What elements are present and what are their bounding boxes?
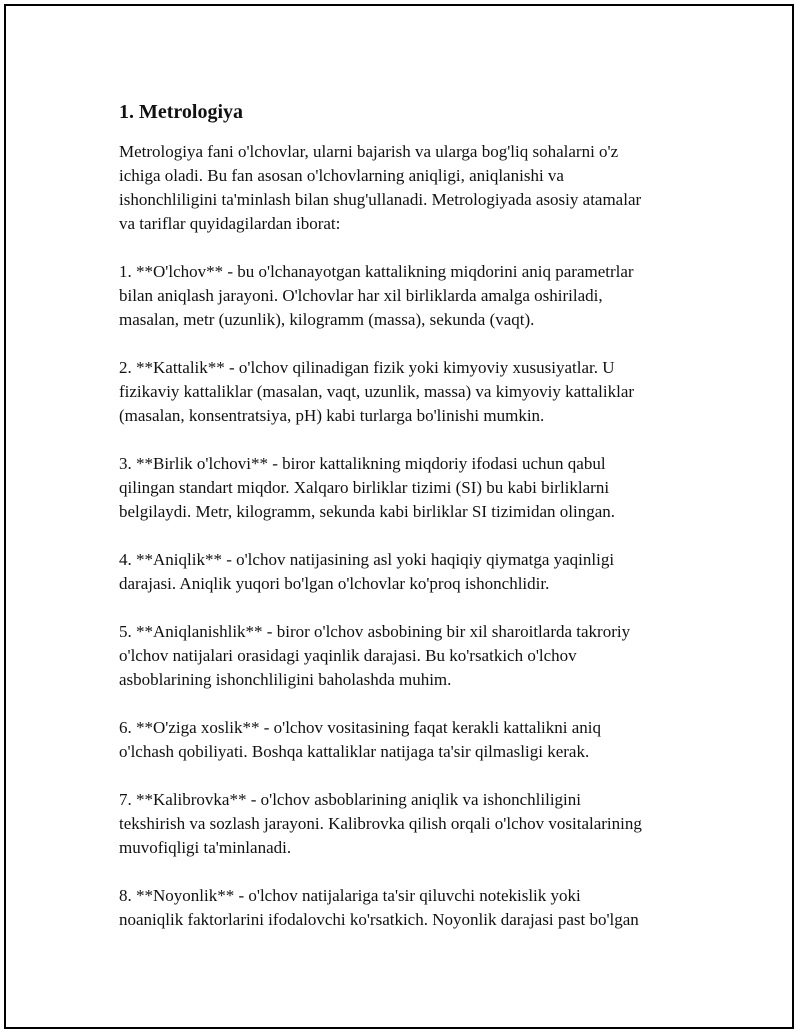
list-item-noyonlik: 8. **Noyonlik** - o'lchov natijalariga ta'sir qiluvchi notekislik yoki noaniqlik faktorlarini ifodalovchi ko'rsatkich. Noyonlik darajasi past bo'lgan [119,886,639,929]
list-item-olchov: 1. **O'lchov** - bu o'lchanayotgan kattalikning miqdorini aniq parametrlar bilan aniqlash jarayoni. O'lchovlar har xil birliklarda amalga oshiriladi, masalan, metr (uzunlik), kilogramm (massa), sekunda (vaqt). [119,262,634,329]
section-heading: 1. Metrologiya [119,101,244,123]
list-item-kattalik: 2. **Kattalik** - o'lchov qilinadigan fizik yoki kimyoviy xususiyatlar. U fizikaviy kattaliklar (masalan, vaqt, uzunlik, massa) va kimyoviy kattaliklar (masalan, konsentratsiya, pH) kabi turlarga bo'linishi mumkin. [119,358,635,425]
list-item-aniqlanishlik: 5. **Aniqlanishlik** - biror o'lchov asbobining bir xil sharoitlarda takroriy o'lchov natijalari orasidagi yaqinlik darajasi. Bu ko'rsatkich o'lchov asboblarining ishonchliligini baholashda muhim. [119,622,631,689]
document-page [4,4,794,1029]
intro-paragraph: Metrologiya fani o'lchovlar, ularni bajarish va ularga bog'liq sohalarni o'z ichiga oladi. Bu fan asosan o'lchovlarning aniqligi, aniqlanishi va ishonchliligini ta'minlash bilan shug'ullanadi. Metrologiyada asosiy atamalar va tariflar quyidagilardan iborat: [119,142,642,233]
list-item-oziga-xoslik: 6. **O'ziga xoslik** - o'lchov vositasining faqat kerakli kattalikni aniq o'lchash qobiliyati. Boshqa kattaliklar natijaga ta'sir qilmasligi kerak. [119,718,602,761]
list-item-kalibrovka: 7. **Kalibrovka** - o'lchov asboblarining aniqlik va ishonchliligini tekshirish va sozlash jarayoni. Kalibrovka qilish orqali o'lchov vositalarining muvofiqligi ta'minlanadi. [119,790,642,857]
list-item-aniqlik: 4. **Aniqlik** - o'lchov natijasining asl yoki haqiqiy qiymatga yaqinligi darajasi. Aniqlik yuqori bo'lgan o'lchovlar ko'proq ishonchlidir. [119,550,615,593]
list-item-birlik-olchovi: 3. **Birlik o'lchovi** - biror kattalikning miqdoriy ifodasi uchun qabul qilingan standart miqdor. Xalqaro birliklar tizimi (SI) bu kabi birliklarni belgilaydi. Metr, kilogramm, sekunda kabi birliklar SI tizimidan olingan. [119,454,615,521]
document-content [119,98,694,956]
